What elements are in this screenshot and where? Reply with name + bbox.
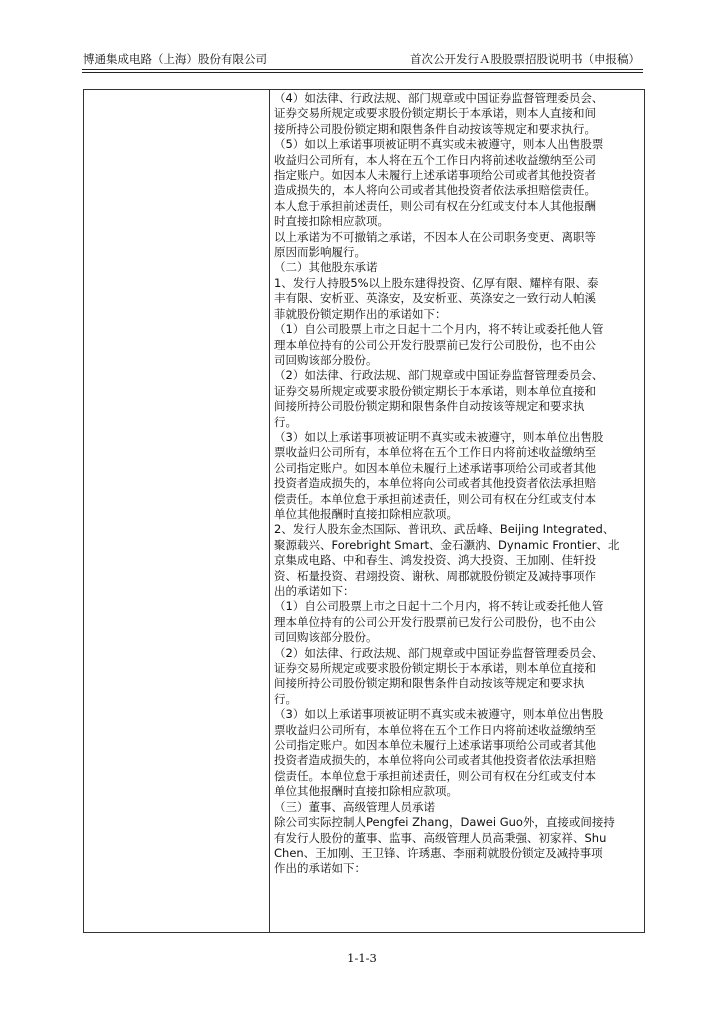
text-line: （二）其他股东承诺 <box>274 260 378 275</box>
text-line: 间接所持公司股份锁定期和限售条件自动按该等规定和要求执 <box>274 676 585 691</box>
text-line: 票收益归公司所有，本单位将在五个工作日内将前述收益缴纳至 <box>274 445 596 460</box>
text-line: 投资者造成损失的，本单位将向公司或者其他投资者依法承担赔 <box>274 476 596 491</box>
text-line: 投资者造成损失的，本单位将向公司或者其他投资者依法承担赔 <box>274 753 596 768</box>
text-line: 原因而影响履行。 <box>274 245 366 260</box>
text-line: 证券交易所规定或要求股份锁定期长于本承诺，则本单位直接和 <box>274 661 596 676</box>
text-line: 票收益归公司所有，本单位将在五个工作日内将前述收益缴纳至 <box>274 722 596 737</box>
text-line: 京集成电路、中和春生、鸿发投资、鸿大投资、王加刚、佳轩投 <box>274 553 596 568</box>
text-line: 理本单位持有的公司公开发行股票前已发行公司股份，也不由公 <box>274 337 596 352</box>
text-line: 2、发行人股东金杰国际、普讯玖、武岳峰、Beijing Integrated、 <box>274 522 615 537</box>
text-line: （1）自公司股票上市之日起十二个月内，将不转让或委托他人管 <box>274 322 604 337</box>
text-line: 有发行人股份的董事、监事、高级管理人员高秉强、初家祥、Shu <box>274 830 607 845</box>
header-rule-thick <box>82 69 643 70</box>
text-line: （5）如以上承诺事项被证明不真实或未被遵守，则本人出售股票 <box>274 137 604 152</box>
text-line: 理本单位持有的公司公开发行股票前已发行公司股份，也不由公 <box>274 614 596 629</box>
text-line: 司回购该部分股份。 <box>274 352 378 367</box>
text-line: 聚源载兴、Forebright Smart、金石灏汭、Dynamic Frontier、北 <box>274 537 620 552</box>
page-number: 1-1-3 <box>347 951 377 965</box>
text-line: 收益归公司所有，本人将在五个工作日内将前述收益缴纳至公司 <box>274 152 596 167</box>
text-line: 造成损失的，本人将向公司或者其他投资者依法承担赔偿责任。 <box>274 183 596 198</box>
text-line: 除公司实际控制人Pengfei Zhang，Dawei Guo外，直接或间接持 <box>274 815 615 830</box>
text-line: 公司指定账户。如因本单位未履行上述承诺事项给公司或者其他 <box>274 460 596 475</box>
text-line: 指定账户。如因本人未履行上述承诺事项给公司或者其他投资者 <box>274 168 596 183</box>
text-line: 偿责任。本单位怠于承担前述责任，则公司有权在分红或支付本 <box>274 491 596 506</box>
text-line: （3）如以上承诺事项被证明不真实或未被遵守，则本单位出售股 <box>274 707 604 722</box>
text-line: 司回购该部分股份。 <box>274 630 378 645</box>
text-line: （1）自公司股票上市之日起十二个月内，将不转让或委托他人管 <box>274 599 604 614</box>
header-document-title: 首次公开发行Ａ股股票招股说明书（申报稿） <box>410 52 640 66</box>
text-line: 证券交易所规定或要求股份锁定期长于本承诺，则本单位直接和 <box>274 383 596 398</box>
text-line: 行。 <box>274 414 297 429</box>
text-line: 行。 <box>274 691 297 706</box>
text-line: （4）如法律、行政法规、部门规章或中国证券监督管理委员会、 <box>274 91 604 105</box>
text-line: （2）如法律、行政法规、部门规章或中国证券监督管理委员会、 <box>274 368 604 383</box>
text-line: 菲就股份锁定期作出的承诺如下： <box>274 306 447 321</box>
header-rule-thin <box>82 72 643 73</box>
table-column-divider <box>269 90 270 932</box>
text-line: 1、发行人持股5%以上股东建得投资、亿厚有限、耀梓有限、泰 <box>274 275 599 290</box>
text-line: 间接所持公司股份锁定期和限售条件自动按该等规定和要求执 <box>274 399 585 414</box>
text-line: 出的承诺如下： <box>274 584 355 598</box>
commitment-table <box>83 89 645 933</box>
text-line: 接所持公司股份锁定期和限售条件自动按该等规定和要求执行。 <box>274 121 596 136</box>
text-line: （3）如以上承诺事项被证明不真实或未被遵守，则本单位出售股 <box>274 429 604 444</box>
text-line: 单位其他报酬时直接扣除相应款项。 <box>274 506 458 521</box>
text-line: 资、柘量投资、君翊投资、谢秋、周郡就股份锁定及减持事项作 <box>274 568 596 583</box>
text-line: 时直接扣除相应款项。 <box>274 214 389 229</box>
text-line: 证券交易所规定或要求股份锁定期长于本承诺，则本人直接和间 <box>274 106 596 121</box>
text-line: 本人怠于承担前述责任，则公司有权在分红或支付本人其他报酬 <box>274 198 596 213</box>
text-line: 丰有限、安析亚、英涤安，及安析亚、英涤安之一致行动人帕溪 <box>274 291 596 306</box>
commitment-text-cell <box>274 91 642 877</box>
text-line: 作出的承诺如下： <box>274 861 366 876</box>
text-line: （2）如法律、行政法规、部门规章或中国证券监督管理委员会、 <box>274 645 604 660</box>
text-line: （三）董事、高级管理人员承诺 <box>274 799 435 814</box>
header-company-name: 博通集成电路（上海）股份有限公司 <box>83 52 267 66</box>
text-line: Chen、王加刚、王卫锋、许琇惠、李丽莉就股份锁定及减持事项 <box>274 845 603 860</box>
text-line: 单位其他报酬时直接扣除相应款项。 <box>274 784 458 799</box>
text-line: 偿责任。本单位怠于承担前述责任，则公司有权在分红或支付本 <box>274 768 596 783</box>
text-line: 公司指定账户。如因本单位未履行上述承诺事项给公司或者其他 <box>274 738 596 753</box>
text-line: 以上承诺为不可撤销之承诺，不因本人在公司职务变更、离职等 <box>274 229 596 244</box>
